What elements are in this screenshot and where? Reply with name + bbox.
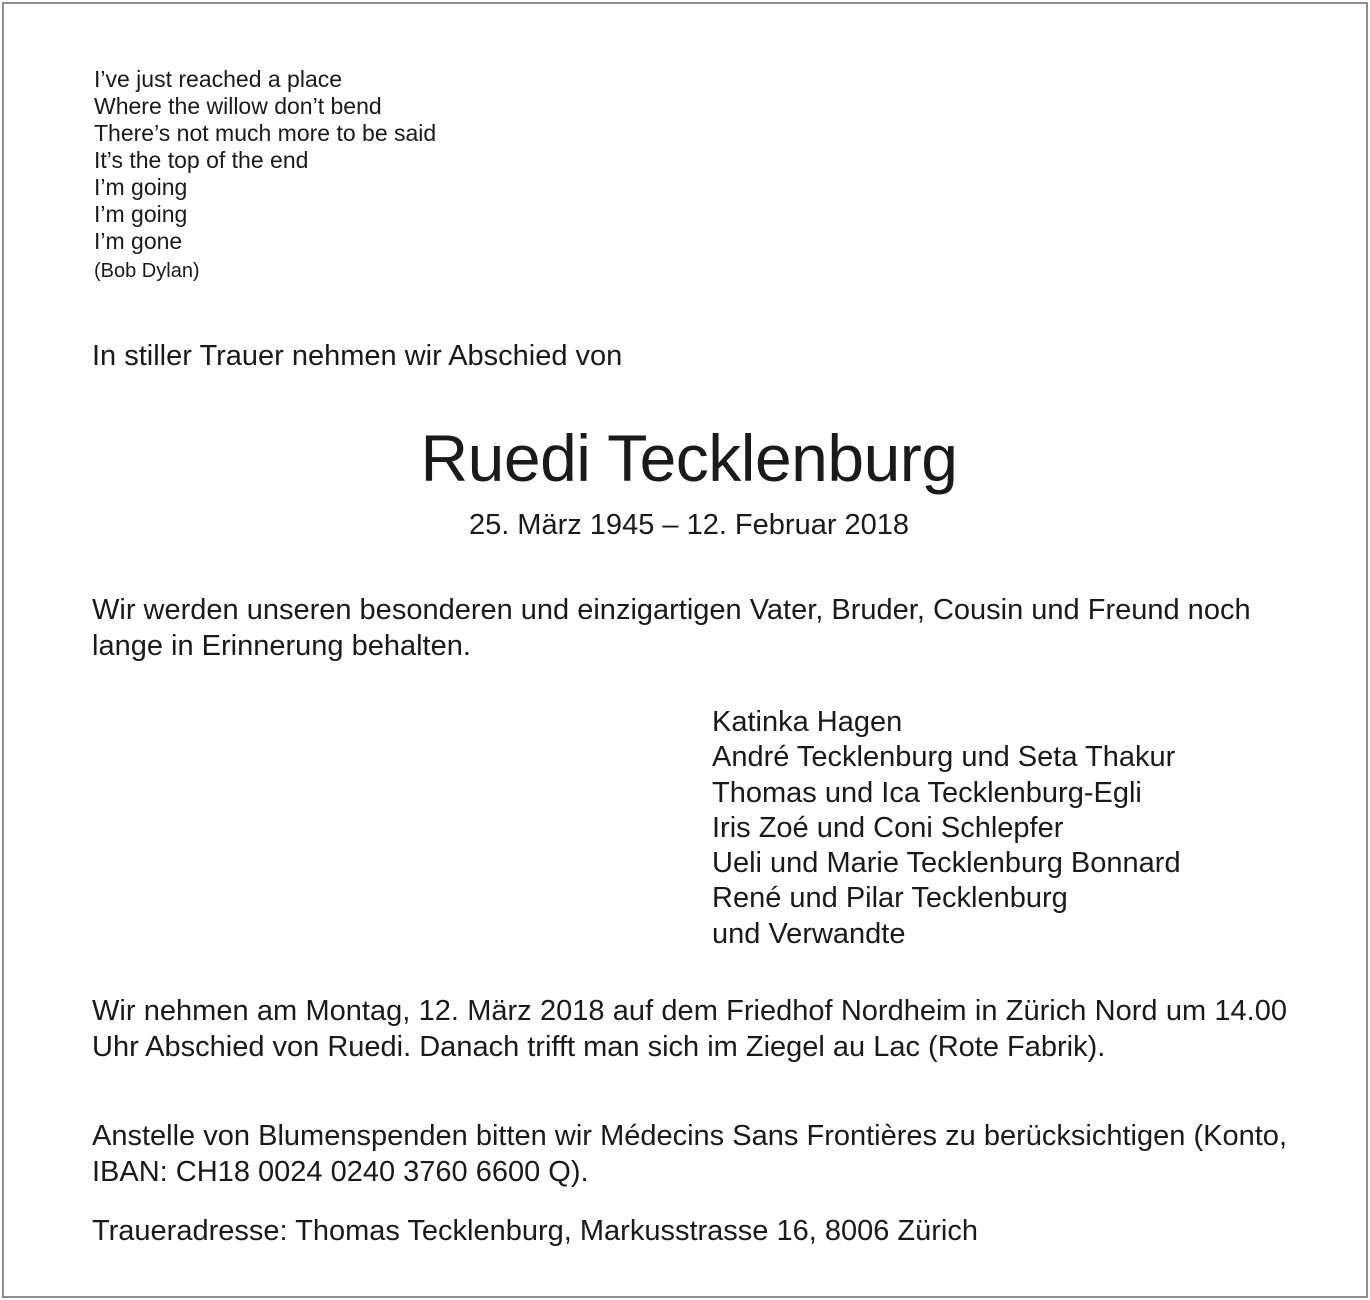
intro-line: In stiller Trauer nehmen wir Abschied von bbox=[92, 340, 623, 372]
poem-author: (Bob Dylan) bbox=[94, 260, 200, 282]
mourning-address: Traueradresse: Thomas Tecklenburg, Markusstrasse 16, 8006 Zürich bbox=[92, 1215, 978, 1247]
mourner-name: Katinka Hagen bbox=[712, 706, 903, 738]
poem-line: It’s the top of the end bbox=[94, 147, 309, 173]
poem-line: I’m going bbox=[94, 174, 188, 200]
deceased-name: Ruedi Tecklenburg bbox=[420, 421, 958, 495]
mourner-name: René und Pilar Tecklenburg bbox=[712, 882, 1068, 915]
mourner-name: Ueli und Marie Tecklenburg Bonnard bbox=[712, 847, 1181, 880]
poem-line: I’m gone bbox=[94, 228, 183, 254]
notice-frame bbox=[2, 2, 1368, 1298]
life-dates: 25. März 1945 – 12. Februar 2018 bbox=[468, 509, 910, 541]
mourner-name: und Verwandte bbox=[712, 917, 906, 950]
poem-line: There’s not much more to be said bbox=[94, 120, 437, 146]
poem-line: Where the willow don’t bend bbox=[94, 93, 382, 119]
poem-line: I’ve just reached a place bbox=[94, 66, 343, 92]
donation-info: Anstelle von Blumenspenden bitten wir Médecins Sans Frontières zu berücksichtigen (Konto, IBAN: CH18 0024 0240 3760 6600 Q). bbox=[92, 1120, 1287, 1188]
mourner-name: André Tecklenburg und Seta Thakur bbox=[712, 741, 1176, 774]
memory-text: Wir werden unseren besonderen und einzigartigen Vater, Bruder, Cousin und Freund noch lange in Erinnerung behalten. bbox=[92, 594, 1251, 662]
mourner-name: Iris Zoé und Coni Schlepfer bbox=[712, 811, 1064, 844]
mourners-list bbox=[712, 705, 1181, 952]
poem bbox=[94, 66, 436, 283]
poem-line: I’m going bbox=[94, 201, 188, 227]
funeral-info: Wir nehmen am Montag, 12. März 2018 auf dem Friedhof Nordheim in Zürich Nord um 14.00 Uhr Abschied von Ruedi. Danach trifft man sich im Ziegel au Lac (Rote Fabrik). bbox=[92, 995, 1287, 1063]
mourner-name: Thomas und Ica Tecklenburg-Egli bbox=[712, 776, 1142, 809]
